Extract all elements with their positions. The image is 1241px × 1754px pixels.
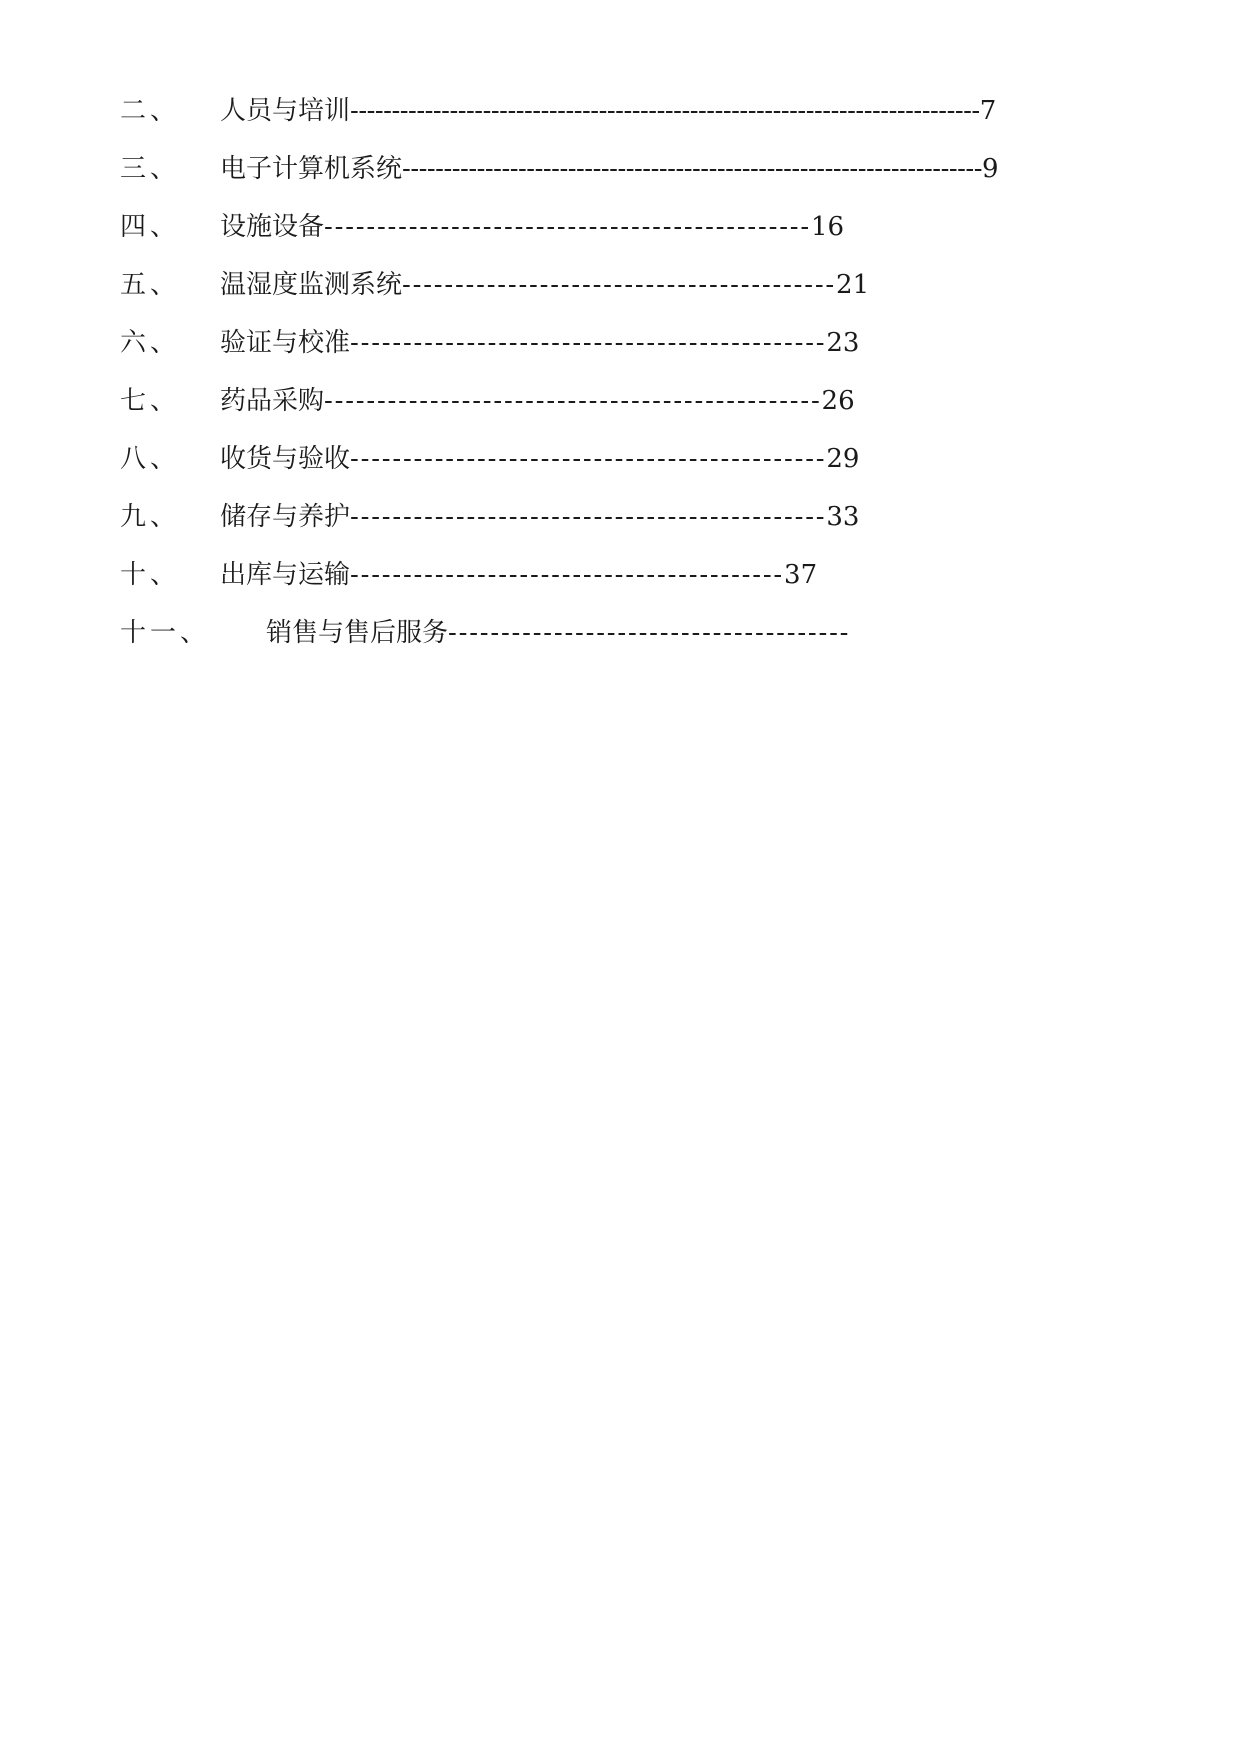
toc-entry-title: 人员与培训 xyxy=(220,96,351,126)
toc-entry-leader: ----------------------------------------------- xyxy=(324,386,822,416)
toc-entry-title: 验证与校准 xyxy=(220,328,351,358)
toc-entry-page: 26 xyxy=(821,386,855,416)
toc-entry-number: 五、 xyxy=(120,270,181,300)
toc-entry[interactable] xyxy=(120,379,855,423)
toc-entry-title: 设施设备 xyxy=(220,212,325,242)
toc-entry-title: 电子计算机系统 xyxy=(220,154,403,184)
toc-entry-page: 21 xyxy=(836,270,870,300)
toc-entry[interactable] xyxy=(120,89,996,133)
toc-entry-number: 十、 xyxy=(120,560,181,590)
toc-entry[interactable] xyxy=(120,205,844,249)
toc-entry-page: 16 xyxy=(810,212,845,242)
toc-entry-leader: ---------------------------------------------------------------------- xyxy=(402,154,982,184)
toc-entry-number: 九、 xyxy=(120,502,181,532)
toc-entry-number: 三、 xyxy=(120,154,181,184)
toc-entry-number: 四、 xyxy=(120,212,181,242)
toc-entry-number: 二、 xyxy=(120,96,181,126)
toc-entry[interactable] xyxy=(120,611,850,655)
toc-entry-page: 9 xyxy=(982,154,999,184)
toc-entry[interactable] xyxy=(120,437,859,481)
toc-entry-leader: ---------------------------------------------------------------------------- xyxy=(350,96,980,126)
toc-entry-leader: --------------------------------------------- xyxy=(350,444,827,474)
toc-entry[interactable] xyxy=(120,263,869,307)
toc-entry-title: 收货与验收 xyxy=(220,444,351,474)
toc-entry-leader: --------------------------------------------- xyxy=(350,502,827,532)
toc-entry-page: 29 xyxy=(826,444,860,474)
toc-entry-title: 销售与售后服务 xyxy=(266,618,449,648)
toc-entry-page: 37 xyxy=(784,560,818,590)
toc-entry[interactable] xyxy=(120,495,859,539)
toc-entry-page: 23 xyxy=(826,328,860,358)
toc-entry-number: 八、 xyxy=(120,444,181,474)
toc-entry-leader: ----------------------------------------- xyxy=(350,560,785,590)
toc-entry-title: 出库与运输 xyxy=(220,560,351,590)
toc-entry-leader: ----------------------------------------- xyxy=(402,270,837,300)
toc-entry[interactable] xyxy=(120,553,817,597)
toc-entry-number: 十一、 xyxy=(120,618,211,648)
toc-entry-page: 33 xyxy=(826,502,860,532)
toc-entry-leader: ---------------------------------------------- xyxy=(324,212,811,242)
toc-entry-number: 七、 xyxy=(120,386,181,416)
toc-entry-title: 储存与养护 xyxy=(220,502,351,532)
toc-entry[interactable] xyxy=(120,321,859,365)
toc-entry-title: 药品采购 xyxy=(220,386,325,416)
toc-entry[interactable] xyxy=(120,147,999,191)
toc-entry-leader: --------------------------------------------- xyxy=(350,328,827,358)
toc-entry-leader: -------------------------------------- xyxy=(448,618,851,648)
toc-entry-page: 7 xyxy=(979,96,997,126)
toc-entry-title: 温湿度监测系统 xyxy=(220,270,403,300)
toc-entry-number: 六、 xyxy=(120,328,181,358)
